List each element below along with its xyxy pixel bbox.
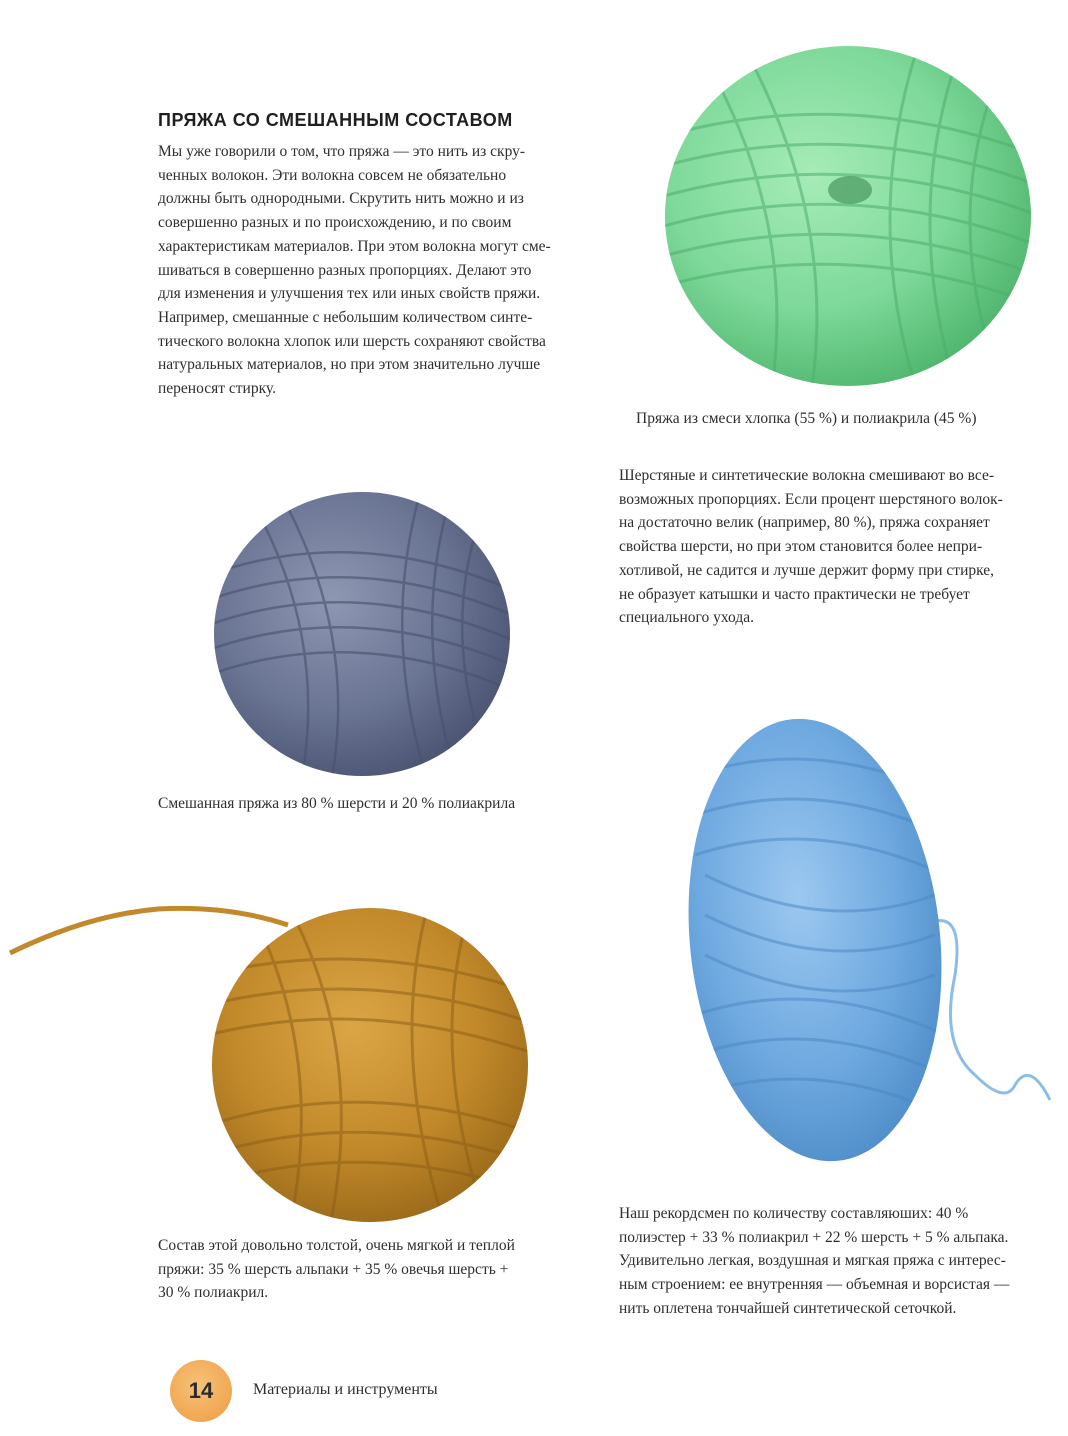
- mustard-yarn-ball-image: [8, 895, 528, 1235]
- green-yarn-caption: Пряжа из смеси хлопка (55 %) и полиакрила (45 %): [636, 410, 977, 427]
- blue-yarn-skein-image: [685, 715, 1060, 1170]
- intro-paragraph: Мы уже говорили о том, что пряжа — это нить из скру- ченных волокон. Эти волокна совсем не обязательно должны быть однородными. Скрутить нить можно и из совершенно разных и по происхождению, и по своим характеристикам материалов. При этом волокна могут сме- шиваться в совершенно разных пропорциях. Делают это для изменения и улучшения тех или иных свойств пряжи. Например, смешанные с небольшим количеством синте- тического волокна хлопок или шерсть сохраняют свойства натуральных материалов, но при этом значительно лучше переносят стирку.: [158, 143, 551, 398]
- gray-yarn-caption: Смешанная пряжа из 80 % шерсти и 20 % полиакрила: [158, 795, 516, 812]
- mustard-yarn-caption: Состав этой довольно толстой, очень мягкой и теплой пряжи: 35 % шерсть альпаки + 35 % овечья шерсть + 30 % полиакрил.: [158, 1237, 515, 1302]
- page-number-badge: [170, 1360, 232, 1422]
- green-yarn-ball-image: [660, 20, 1040, 400]
- section-title: Материалы и инструменты: [253, 1381, 438, 1398]
- wool-paragraph: Шерстяные и синтетические волокна смешивают во все- возможных пропорциях. Если процент шерстяного волок- на достаточно велик (например, 80 %), пряжа сохраняет свойства шерсти, но при этом становится более непри- хотливой, не садится и лучше держит форму при стирке, не образует катышки и часто практически не требует специального ухода.: [619, 467, 1003, 627]
- gray-yarn-ball-image: [210, 488, 515, 783]
- blue-yarn-caption: Наш рекордсмен по количеству составляюших: 40 % полиэстер + 33 % полиакрил + 22 % шерсть + 5 % альпака. Удивительно легкая, воздушная и мягкая пряжа с интерес- ным строением: ее внутренняя — объемная и ворсистая — нить оплетена тончайшей синтетической сеточкой.: [619, 1205, 1010, 1317]
- page-number: 14: [188, 1378, 214, 1403]
- section-heading: ПРЯЖА СО СМЕШАННЫМ СОСТАВОМ: [158, 110, 513, 130]
